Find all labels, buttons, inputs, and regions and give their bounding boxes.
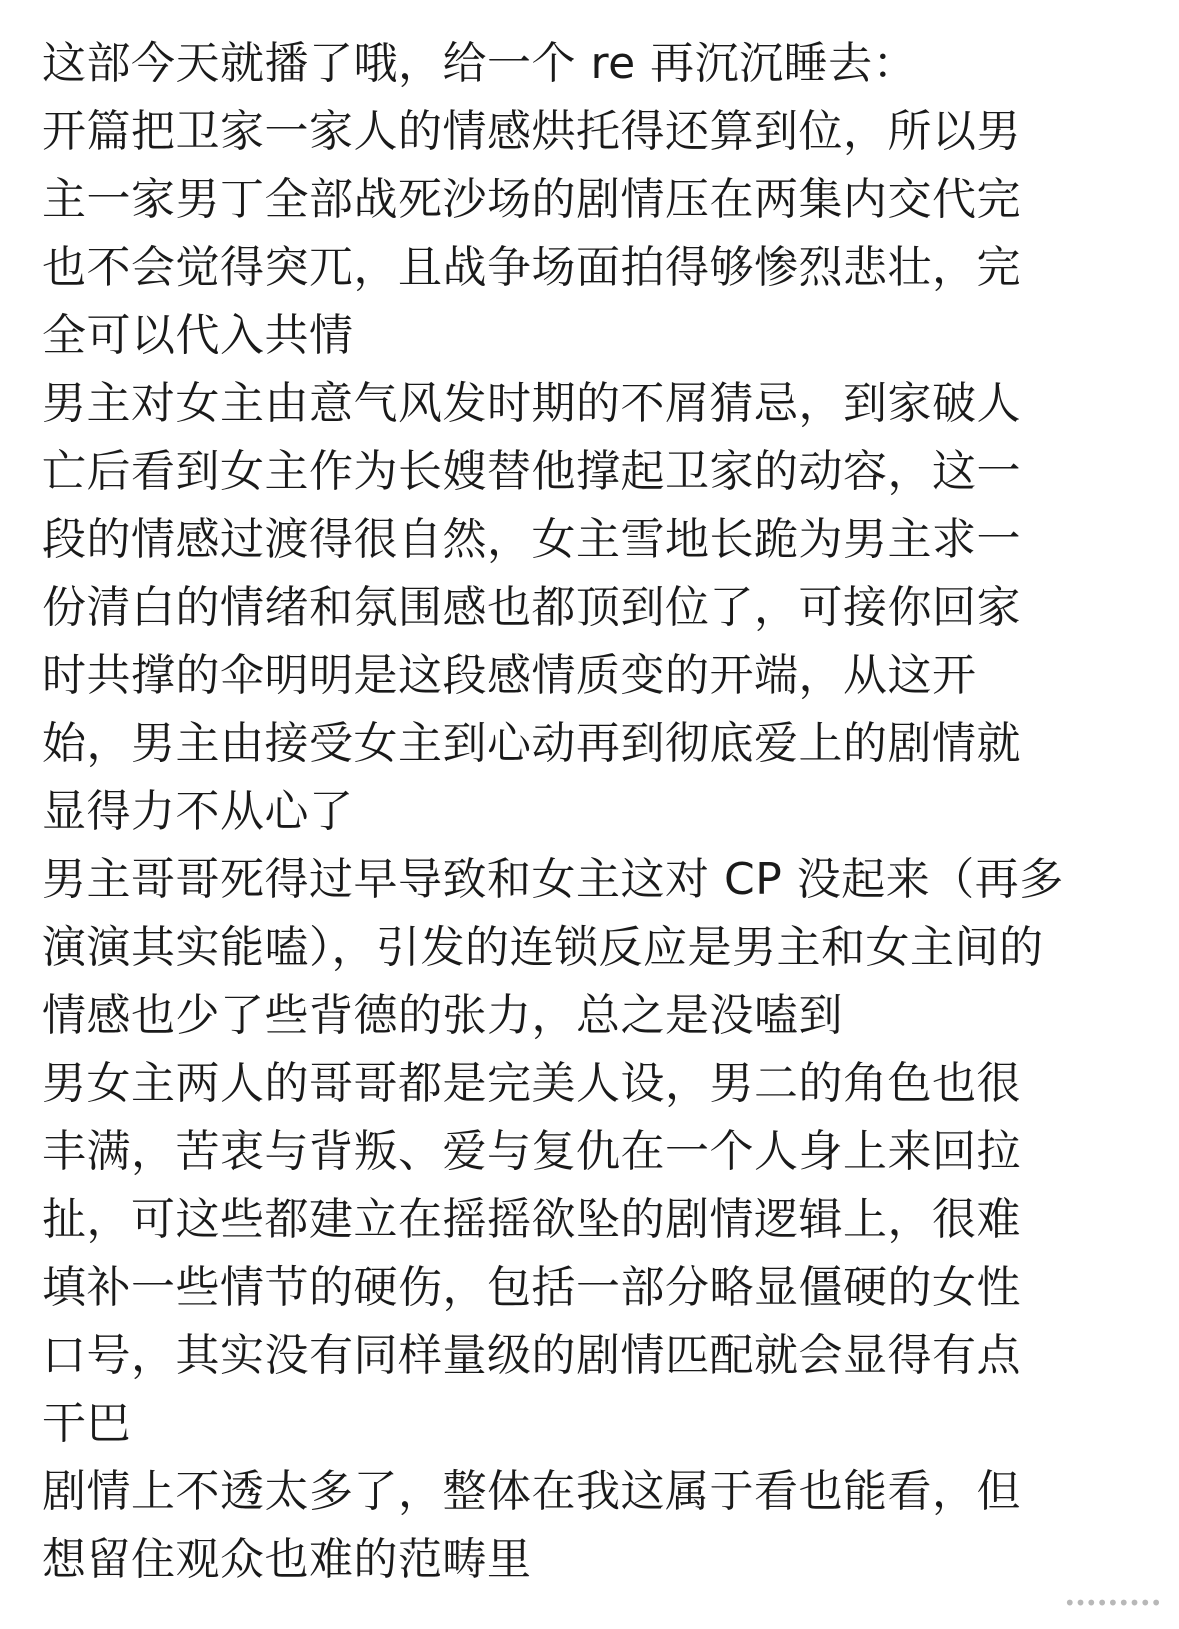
post-line: 亡后看到女主作为长嫂替他撑起卫家的动容，这一 [42,446,1021,497]
post-line: 开篇把卫家一家人的情感烘托得还算到位，所以男 [42,106,1021,157]
post-line: 全可以代入共情 [42,310,354,361]
post-line: 始，男主由接受女主到心动再到彻底爱上的剧情就 [42,718,1021,769]
post-line: 演演其实能嗑），引发的连锁反应是男主和女主间的 [42,922,1044,973]
post-line: 口号，其实没有同样量级的剧情匹配就会显得有点 [42,1330,1021,1381]
post-line: 主一家男丁全部战死沙场的剧情压在两集内交代完 [42,174,1021,225]
post-line: 填补一些情节的硬伤，包括一部分略显僵硬的女性 [42,1262,1021,1313]
post-line: 男主对女主由意气风发时期的不屑猜忌，到家破人 [42,378,1021,429]
post-line: 干巴 [42,1398,131,1449]
post-line: 份清白的情绪和氛围感也都顶到位了，可接你回家 [42,582,1021,633]
post-line: 扯，可这些都建立在摇摇欲坠的剧情逻辑上，很难 [42,1194,1021,1245]
post-line: 情感也少了些背德的张力，总之是没嗑到 [42,990,843,1041]
post-line: 也不会觉得突兀，且战争场面拍得够惨烈悲壮，完 [42,242,1021,293]
post-line: 时共撑的伞明明是这段感情质变的开端，从这开 [42,650,977,701]
post-line: 想留住观众也难的范畴里 [42,1534,532,1585]
post-body [42,30,1152,1594]
post-line: 男女主两人的哥哥都是完美人设，男二的角色也很 [42,1058,1021,1109]
post-line: 剧情上不透太多了，整体在我这属于看也能看，但 [42,1466,1021,1517]
post-line: 丰满，苦衷与背叛、爱与复仇在一个人身上来回拉 [42,1126,1021,1177]
post-line: 男主哥哥死得过早导致和女主这对 CP 没起来（再多 [42,854,1064,905]
post-line: 显得力不从心了 [42,786,354,837]
post-line: 这部今天就播了哦，给一个 re 再沉沉睡去： [42,38,918,89]
post-line: 段的情感过渡得很自然，女主雪地长跪为男主求一 [42,514,1021,565]
watermark: ••••••••• [1063,1591,1161,1615]
